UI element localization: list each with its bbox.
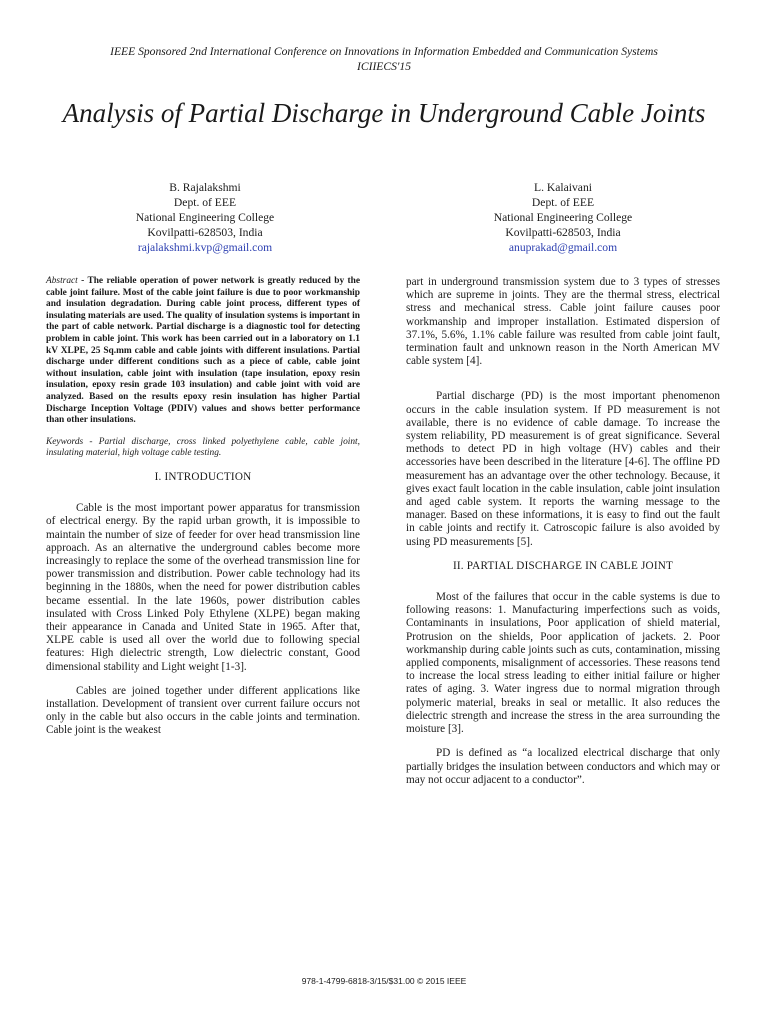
body-paragraph: Partial discharge (PD) is the most important phenomenon occurs in the cable insulation system. If PD measurement is not available, there is no evidence of cable damage. To increase the system reliability, PD measurement is of great significance. Several methods to detect PD in high voltage (HV) cables and their accessories have been described in the literature [4-6]. The offline PD measurement has an advantage over the other technology. Because, it gives exact fault location in the cable insulation, cable joint insulation and aged cable system. It reports the warning message to the manager. Based on these informations, it is easy to find out the fault in cable joints and rectify it. Catroscopic failure is also avoided by using PD measurements [5]. bbox=[406, 390, 720, 548]
author-email-link[interactable]: anuprakad@gmail.com bbox=[508, 241, 618, 254]
abstract bbox=[46, 276, 360, 427]
left-column bbox=[46, 276, 360, 738]
author-address: Kovilpatti-628503, India bbox=[147, 226, 263, 239]
conference-name: IEEE Sponsored 2nd International Conference on Innovations in Information Embedded and Communication Systems bbox=[110, 45, 658, 58]
section-heading-partial-discharge: II. PARTIAL DISCHARGE IN CABLE JOINT bbox=[452, 559, 674, 572]
author-college: National Engineering College bbox=[135, 211, 275, 224]
body-paragraph: Cables are joined together under different applications like installation. Development of transient over current failure occurs not only in the cable but also occurs in the cable joints and termination. Cable joint is the weakest bbox=[46, 684, 360, 737]
author-block-1 bbox=[90, 180, 320, 255]
body-paragraph: PD is defined as “a localized electrical discharge that only partially bridges the insulation between conductors and which may or may not occur adjacent to a conductor”. bbox=[406, 747, 720, 786]
abstract-text: - The reliable operation of power network is greatly reduced by the cable joint failure. Most of the cable joint failure is due to poor workmanship and insulation degradation. During cable joint process, different types of insulating materials are used. The quality of insulation systems is important in the part of cable network. Partial discharge is a diagnostic tool for detecting problem in cable joint. This work has been carried out in a laboratory on 1.1 kV XLPE, 25 Sq.mm cable and cable joints with different insulations. Partial discharge under different conditions such as a piece of cable, cable joint without insulation, cable joint with insulation (tape insulation, epoxy resin insulation, epoxy resin grade 103 insulation) and cable joint with void are analyzed. Based on the results epoxy resin insulation has higher Partial Discharge Inception Voltage (PDIV) values and shows better performance than other insulations. bbox=[46, 276, 360, 426]
body-paragraph: part in underground transmission system due to 3 types of stresses which are supreme in joints. They are the thermal stress, electrical stress and mechanical stress. Cable joint failure causes poor workmanship and improper installation. Estimated dispersion of 37.1%, 5.6%, 1.1% cable failure was resulted from cable joint fault, termination fault and unknown reason in the North American MV cable system [4]. bbox=[406, 276, 720, 368]
author-dept: Dept. of EEE bbox=[531, 196, 595, 209]
section-heading-introduction: I. INTRODUCTION bbox=[154, 470, 252, 483]
author-block-2 bbox=[448, 180, 678, 255]
right-column bbox=[406, 276, 720, 787]
abstract-label: Abstract bbox=[46, 276, 78, 286]
author-email-link[interactable]: rajalakshmi.kvp@gmail.com bbox=[137, 241, 273, 254]
body-paragraph: Most of the failures that occur in the cable systems is due to following reasons: 1. Manufacturing imperfections such as voids, Contaminants in insulations, Poor application of shield material, Protrusion on the shields, Poor application of jackets. 2. Poor workmanship during cable joints such as cuts, contamination, missing applied components, misalignment of accessories. These reasons tend to increase the local stress leading to either initial failure or higher rates of aging. 3. Water ingress due to normal migration through polymeric material, breaks in seal or metallic. It also reduces the dielectric strength and increase the stress in the area surrounding the moisture [3]. bbox=[406, 591, 720, 736]
conference-acronym: ICIIECS'15 bbox=[356, 60, 411, 73]
author-address: Kovilpatti-628503, India bbox=[505, 226, 621, 239]
author-dept: Dept. of EEE bbox=[173, 196, 237, 209]
paper-title: Analysis of Partial Discharge in Underground Cable Joints bbox=[62, 98, 706, 128]
copyright-footer: 978-1-4799-6818-3/15/$31.00 © 2015 IEEE bbox=[301, 976, 467, 986]
body-paragraph: Cable is the most important power apparatus for transmission of electrical energy. By the rapid urban growth, it is impossible to maintain the number of size of feeder for over head transmission line approach. As an alternative the underground cables become more increasingly to replace the some of the overhead transmission line for power transmission and distribution. Power cable technology had its beginning in the 1880s, when the need for power distribution cables became essential. In the late 1960s, power distribution cables insulated with Cross Linked Poly Ethylene (XLPE) began making their appearance in Canada and United State in 1965. After that, XLPE cable is used all over the world due to following special features: High dielectric strength, Low dielectric constant, Good dimensional stability and Light weight [1-3]. bbox=[46, 502, 360, 673]
author-name: L. Kalaivani bbox=[534, 181, 592, 194]
author-name: B. Rajalakshmi bbox=[169, 181, 241, 194]
keywords: Keywords - Partial discharge, cross linked polyethylene cable, cable joint, insulating material, high voltage cable testing. bbox=[46, 436, 360, 459]
author-college: National Engineering College bbox=[493, 211, 633, 224]
